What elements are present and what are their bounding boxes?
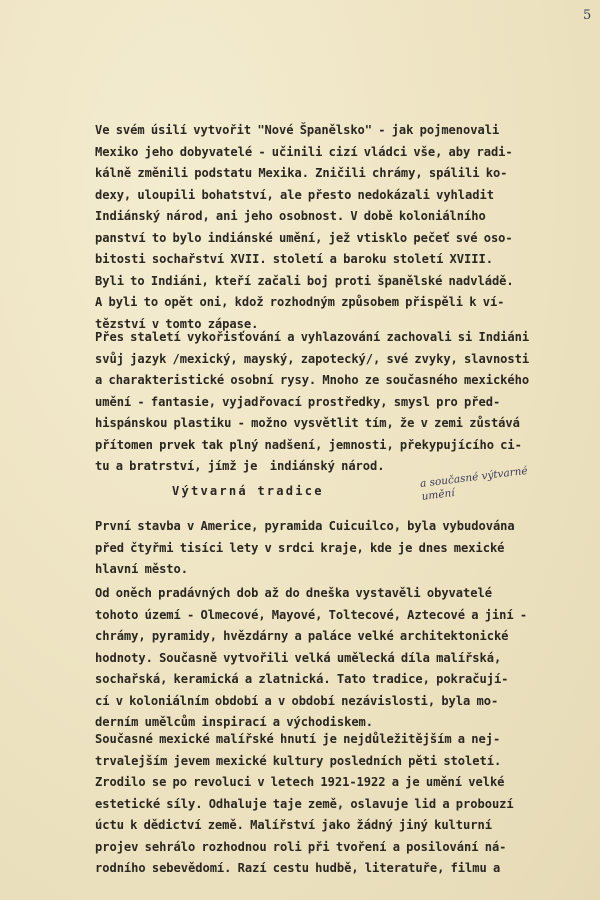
text-line: A byli to opět oni, kdož rozhodným způsobem přispěli k ví- xyxy=(95,295,505,309)
section-heading: Výtvarná tradice xyxy=(172,484,324,498)
text-line: projev sehrálo rozhodnou roli při tvoření a posilování ná- xyxy=(95,839,507,854)
text-line: bitosti sochařství XVII. století a baroku století XVIII. xyxy=(95,252,493,266)
text-line: hodnoty. Současně vytvořili velká umělecká díla malířská, xyxy=(95,650,502,665)
text-line: dexy, uloupili bohatství, ale přesto nedokázali vyhladit xyxy=(95,187,494,202)
text-line: sochařská, keramická a zlatnická. Tato tradice, pokračují- xyxy=(95,672,509,686)
text-line: před čtyřmi tisíci lety v srdci kraje, kde je dnes mexické xyxy=(95,540,505,555)
annotation-line: umění xyxy=(421,486,456,503)
text-line: První stavba v Americe, pyramida Cuicuilco, byla vybudována xyxy=(95,519,515,533)
text-line: Současné mexické malířské hnutí je nejdůležitějším a nej- xyxy=(95,732,501,746)
text-line: derním umělcům inspirací a východiskem. xyxy=(95,715,374,729)
text-line: Od oněch pradávných dob až do dneška vystavěli obyvatelé xyxy=(95,586,492,600)
text-line: tězství v tomto zápase. xyxy=(95,316,259,331)
paragraph-tradition xyxy=(95,583,595,734)
paragraph-pyramid xyxy=(95,516,595,581)
text-line: cí v koloniálním období a v období nezávislosti, byla mo- xyxy=(95,693,499,708)
text-line: hispánskou plastiku - možno vysvětlit tím, že v zemi zůstává xyxy=(95,416,520,430)
text-line: trvalejším jevem mexické kultury posledních pěti století. xyxy=(95,753,502,768)
text-line: Byli to Indiáni, kteří začali boj proti španělské nadvládě. xyxy=(95,273,514,288)
text-line: hlavní město. xyxy=(95,562,189,576)
text-line: Mexiko jeho dobyvatelé - učinili cizí vládci vše, aby radi- xyxy=(95,144,513,159)
text-line: tohoto území - Olmecové, Mayové, Toltecové, Aztecové a jiní - xyxy=(95,607,528,622)
text-line: úctu k dědictví země. Malířství jako žádný jiný kulturní xyxy=(95,818,492,832)
page-number: 5 xyxy=(583,8,592,23)
text-line: přítomen prvek tak plný nadšení, jemnosti, překypujícího ci- xyxy=(95,437,522,452)
text-line: panství to bylo indiánské umění, jež vtisklo pečeť své oso- xyxy=(95,230,513,245)
text-line: umění - fantasie, vyjadřovací prostředky, smysl pro před- xyxy=(95,394,501,409)
text-line: Indiánský národ, ani jeho osobnost. V době koloniálního xyxy=(95,209,486,223)
text-line: svůj jazyk /mexický, mayský, zapotecký/, své zvyky, slavnosti xyxy=(95,351,530,366)
text-line: Ve svém úsilí vytvořit "Nové Španělsko" - jak pojmenovali xyxy=(95,123,500,137)
text-line: kálně změnili podstatu Mexika. Zničili chrámy, spálili ko- xyxy=(95,166,508,180)
text-line: rodního sebevědomí. Razí cestu hudbě, literatuře, filmu a xyxy=(95,861,501,875)
text-line: a charakteristické osobní rysy. Mnoho ze současného mexického xyxy=(95,373,530,387)
text-line: estetické síly. Odhaluje taje země, oslavuje lid a probouzí xyxy=(95,796,514,811)
paragraph-conquest xyxy=(95,120,595,335)
text-line: chrámy, pyramidy, hvězdárny a paláce velké architektonické xyxy=(95,629,509,643)
text-line: tu a bratrství, jímž je indiánský národ. xyxy=(95,459,385,473)
paragraph-painting xyxy=(95,729,595,880)
annotation-line: a současné výtvarné xyxy=(419,464,529,491)
paragraph-indians xyxy=(95,327,595,478)
text-line: Zrodilo se po revoluci v letech 1921-1922 a je umění velké xyxy=(95,775,505,789)
text-line: Přes staletí vykořisťování a vyhlazování zachovali si Indiáni xyxy=(95,330,530,344)
